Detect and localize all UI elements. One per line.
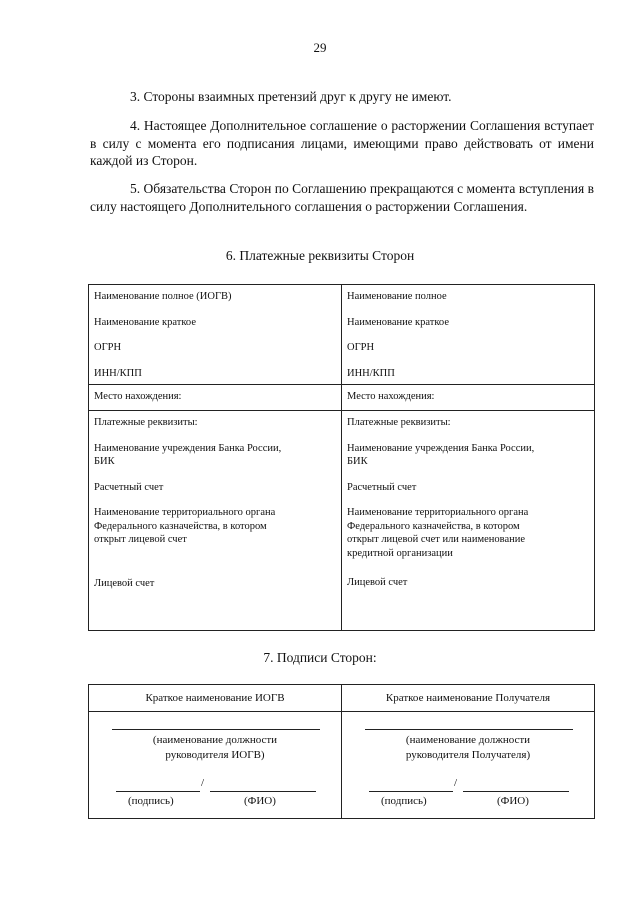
- right-treasury-line-2: Федерального казначейства, в котором: [347, 520, 520, 532]
- left-slash: /: [201, 777, 205, 789]
- paragraph-3: 3. Стороны взаимных претензий друг к другу не имеют.: [130, 89, 452, 104]
- right-location-cell: [342, 385, 595, 411]
- right-position-line-2: руководителя Получателя): [405, 749, 531, 761]
- left-inn-kpp: ИНН/КПП: [94, 367, 142, 379]
- right-treasury-line-4: кредитной организации: [347, 547, 453, 559]
- left-treasury-line-2: Федерального казначейства, в котором: [94, 520, 267, 532]
- right-signature-cell: [342, 712, 595, 819]
- right-treasury-line-3: открыт лицевой счет или наименование: [347, 534, 525, 545]
- left-signature-cell: [89, 712, 342, 819]
- left-signature-header: Краткое наименование ИОГВ: [89, 685, 342, 712]
- page-number: 29: [313, 40, 327, 55]
- left-location-cell: [89, 385, 342, 411]
- right-full-name: Наименование полное: [347, 291, 447, 302]
- right-location: Место нахождения:: [347, 391, 435, 402]
- position-underline: [365, 729, 573, 730]
- right-signature-label: (подпись): [381, 795, 427, 807]
- paragraph-4: 4. Настоящее Дополнительное соглашение о расторжении Соглашения вступает в силу с момента его подписания лицами, имеющими право действовать от имени каждой из Сторон.: [90, 118, 594, 168]
- right-names-cell: [342, 285, 595, 385]
- right-payment-details: Платежные реквизиты:: [347, 417, 451, 428]
- right-personal-account: Лицевой счет: [347, 577, 408, 588]
- name-underline: [463, 791, 569, 792]
- signature-underline: [116, 791, 200, 792]
- paragraph-5: 5. Обязательства Сторон по Соглашению прекращаются с момента вступления в силу настоящего Дополнительного соглашения о расторжении Соглашения.: [90, 181, 594, 214]
- left-position-line-2: руководителя ИОГВ): [165, 749, 265, 761]
- right-signature-header: Краткое наименование Получателя: [342, 685, 595, 712]
- left-bik: БИК: [94, 456, 115, 467]
- left-location: Место нахождения:: [94, 391, 182, 402]
- left-short-name: Наименование краткое: [94, 316, 196, 328]
- table-row: [89, 712, 595, 819]
- table-row: [89, 285, 595, 385]
- section-7-title: 7. Подписи Сторон:: [263, 650, 377, 665]
- table-row: [89, 411, 595, 631]
- signatures-table: [88, 684, 595, 819]
- left-payment-details: Платежные реквизиты:: [94, 417, 198, 428]
- table-row: [89, 385, 595, 411]
- section-6-title: 6. Платежные реквизиты Сторон: [225, 248, 415, 263]
- left-names-cell: [89, 285, 342, 385]
- name-underline: [210, 791, 316, 792]
- left-signature-label: (подпись): [128, 795, 174, 807]
- left-treasury-line-3: открыт лицевой счет: [94, 534, 187, 545]
- left-account: Расчетный счет: [94, 481, 164, 493]
- right-bank-name: Наименование учреждения Банка России,: [347, 442, 535, 454]
- right-account: Расчетный счет: [347, 481, 417, 493]
- right-payment-cell: [342, 411, 595, 631]
- right-inn-kpp: ИНН/КПП: [347, 367, 395, 379]
- position-underline: [112, 729, 320, 730]
- signature-underline: [369, 791, 453, 792]
- left-payment-cell: [89, 411, 342, 631]
- right-name-label: (ФИО): [497, 795, 529, 807]
- right-short-name: Наименование краткое: [347, 316, 449, 328]
- left-name-label: (ФИО): [244, 795, 276, 807]
- right-treasury-line-1: Наименование территориального органа: [347, 507, 529, 518]
- left-treasury-line-1: Наименование территориального органа: [94, 507, 276, 518]
- left-position-line-1: (наименование должности: [152, 734, 278, 746]
- payment-details-table: [88, 284, 595, 631]
- left-bank-name: Наименование учреждения Банка России,: [94, 442, 282, 454]
- right-bik: БИК: [347, 456, 368, 467]
- left-ogrn: ОГРН: [94, 342, 122, 353]
- left-personal-account: Лицевой счет: [94, 577, 155, 589]
- left-full-name: Наименование полное (ИОГВ): [94, 291, 232, 302]
- right-slash: /: [454, 777, 458, 789]
- right-ogrn: ОГРН: [347, 342, 375, 353]
- right-position-line-1: (наименование должности: [405, 734, 531, 746]
- table-row: [89, 685, 595, 712]
